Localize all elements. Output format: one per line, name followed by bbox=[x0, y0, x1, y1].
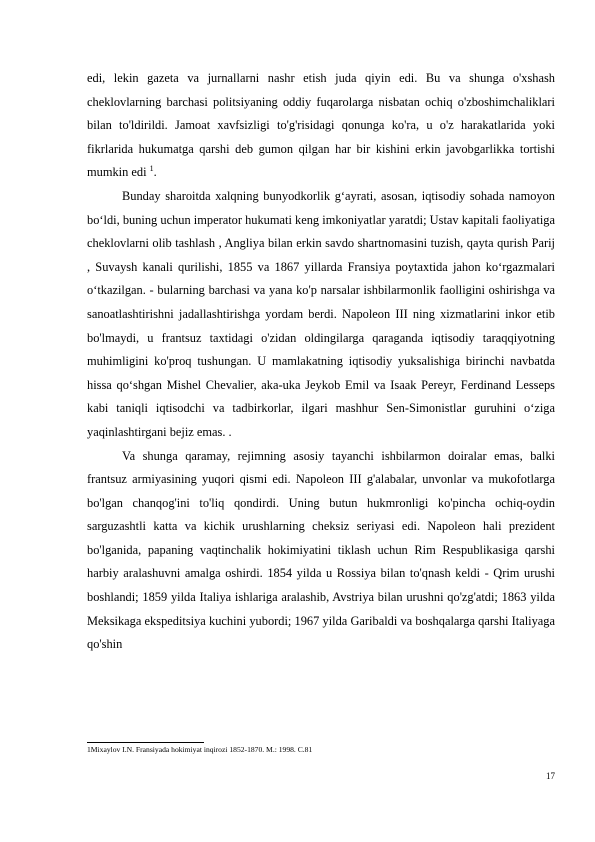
paragraph-1 bbox=[87, 67, 555, 185]
paragraph-1-tail: . bbox=[153, 165, 157, 180]
page-body bbox=[87, 67, 555, 657]
paragraph-1-text: edi, lekin gazeta va jurnallarni nashr etish juda qiyin edi. Bu va shunga o'xshash cheklovlarning barchasi politsiyaning oddiy fuqarolarga nisbatan ochiq o'zboshimchaliklari bilan to'ldirildi. Jamoat xavfsizligi to'g'risidagi qonunga ko'ra, u o'z harakatlarida yoki fikrlarida hukumatga qarshi deb gumon qilgan har bir kishini erkin javobgarlikka tortishi mumkin edi bbox=[87, 71, 555, 180]
footnote-text: 1Mixaylov I.N. Fransiyada hokimiyat inqirozi 1852-1870. M.: 1998. C.81 bbox=[87, 745, 313, 754]
footnote-divider bbox=[87, 742, 204, 743]
page-number: 17 bbox=[546, 771, 555, 781]
footnote-reference[interactable]: 1 bbox=[149, 164, 154, 174]
paragraph-3: Va shunga qaramay, rejimning asosiy tayanchi ishbilarmon doiralar emas, balki frantsuz armiyasining yuqori qismi edi. Napoleon III g'alabalar, unvonlar va mukofotlarga bo'lgan chanqog'ini to'liq qondirdi. Uning butun hukmronligi ko'pincha ochiq-oydin sarguzashtli katta va kichik urushlarning cheksiz seriyasi edi. Napoleon hali prezident bo'lganida, papaning vaqtinchalik hokimiyatini tiklash uchun Rim Respublikasiga qarshi harbiy aralashuvni amalga oshirdi. 1854 yilda u Rossiya bilan to'qnash keldi - Qrim urushi boshlandi; 1859 yilda Italiya ishlariga aralashib, Avstriya bilan urushni qo'zg'atdi; 1863 yilda Meksikaga ekspeditsiya kuchini yubordi; 1967 yilda Garibaldi va boshqalarga qarshi Italiyaga qo'shin bbox=[87, 448, 555, 652]
paragraph-2: Bunday sharoitda xalqning bunyodkorlik g‘ayrati, asosan, iqtisodiy sohada namoyon bo‘ldi, buning uchun imperator hukumati keng imkoniyatlar yaratdi; Ustav kapitali faoliyatiga cheklovlarni olib tashlash , Angliya bilan erkin savdo shartnomasini tuzish, qayta qurish Parij , Suvaysh kanali qurilishi, 1855 va 1867 yillarda Fransiya poytaxtida jahon ko‘rgazmalari o‘tkazilgan. - bularning barchasi va yana ko'p narsalar ishbilarmonlik faolligini oshirishga va sanoatlashtirishni jadallashtirishga yordam berdi. Napoleon III ning xizmatlarini inkor etib bo'lmaydi, u frantsuz taxtidagi o'zidan oldingilarga qaraganda iqtisodiy taraqqiyotning muhimligini ko'proq tushungan. U mamlakatning iqtisodiy yuksalishiga birinchi navbatda hissa qo‘shgan Mishel Chevalier, aka-uka Jeykob Emil va Isaak Pereyr, Ferdinand Lesseps kabi taniqli iqtisodchi va tadbirkorlar, ilgari mashhur Sen-Simonistlar guruhini o‘ziga yaqinlashtirgani bejiz emas. . bbox=[87, 188, 555, 439]
